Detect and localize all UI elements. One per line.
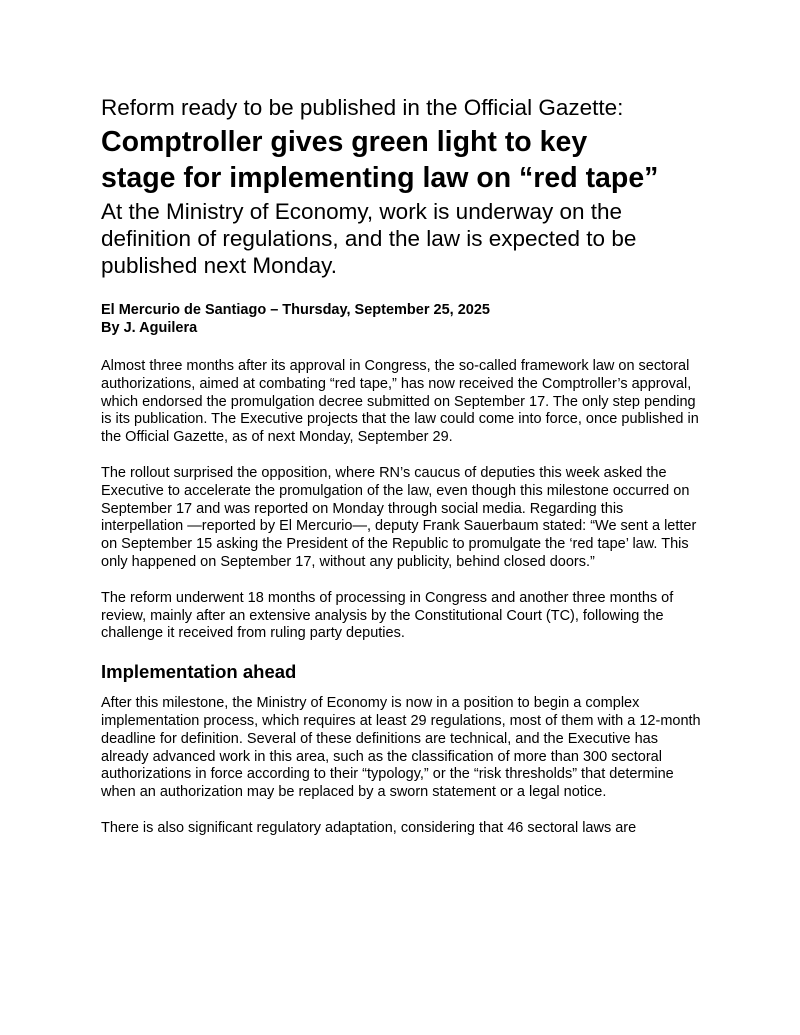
paragraph: The rollout surprised the opposition, where RN’s caucus of deputies this week asked the Executive to accelerate the promulgation of the law, even though this milestone occurred on September 17 and was reported on Monday through social media. Regarding this interpellation —reported by El Mercurio—, deputy Frank Sauerbaum stated: “We sent a letter on September 15 asking the President of the Republic to promulgate the ‘red tape’ law. This only happened on September 17, without any publicity, behind closed doors.” (101, 464, 697, 570)
source-line: El Mercurio de Santiago – Thursday, September 25, 2025 (101, 302, 490, 318)
paragraph: The reform underwent 18 months of processing in Congress and another three months of review, mainly after an extensive analysis by the Constitutional Court (TC), following the challenge it received from ruling party deputies. (101, 589, 674, 642)
paragraph: There is also significant regulatory adaptation, considering that 46 sectoral laws are (101, 819, 637, 836)
author-line: By J. Aguilera (101, 320, 198, 336)
article (101, 94, 701, 838)
article-kicker: Reform ready to be published in the Official Gazette: (101, 95, 624, 120)
section-heading: Implementation ahead (101, 661, 297, 683)
article-headline: Comptroller gives green light to key stage for implementing law on “red tape” (101, 126, 659, 194)
byline (101, 301, 701, 337)
paragraph: Almost three months after its approval in Congress, the so-called framework law on sectoral authorizations, aimed at combating “red tape,” has now received the Comptroller’s approval, which endorsed the promulgation decree submitted on September 17. The only step pending is its publication. The Executive projects that the law could come into force, once published in the Official Gazette, as of next Monday, September 29. (101, 358, 699, 446)
article-deck: At the Ministry of Economy, work is underway on the definition of regulations, and the law is expected to be published next Monday. (101, 199, 637, 278)
paragraph: After this milestone, the Ministry of Economy is now in a position to begin a complex implementation process, which requires at least 29 regulations, most of them with a 12-month deadline for definition. Several of these definitions are technical, and the Executive has already advanced work in this area, such as the classification of more than 300 sectoral authorizations in force according to their “typology,” or the “risk thresholds” that determine when an authorization may be replaced by a sworn statement or a legal notice. (101, 695, 701, 801)
